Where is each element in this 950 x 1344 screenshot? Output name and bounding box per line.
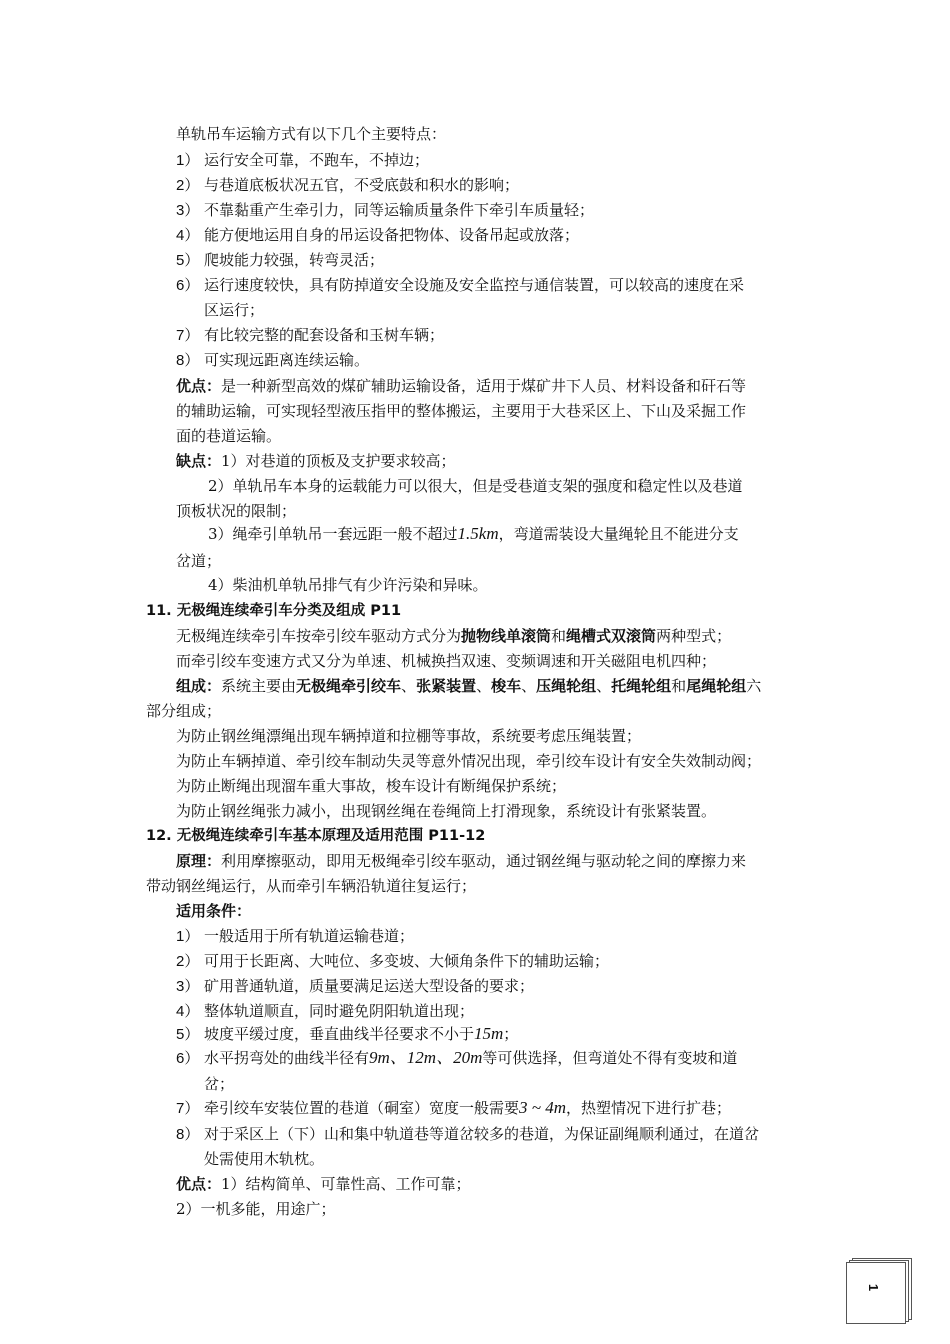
condition-text: 整体轨道顺直，同时避免阴阳轨道出现； (204, 1002, 475, 1020)
disadvantage-item (208, 522, 739, 546)
condition-text: 坡度平缓过度，垂直曲线半径要求不小于 (204, 1025, 475, 1043)
condition-number: 5） (176, 1026, 200, 1043)
advantage-item: 2）一机多能，用途广； (176, 1200, 336, 1218)
feature-number: 2） (176, 177, 200, 194)
section-12-heading: 12. 无极绳连续牵引车基本原理及适用范围 P11-12 (146, 828, 486, 844)
feature-number: 4） (176, 227, 200, 244)
condition-item (176, 1122, 759, 1147)
condition-text: ，热塑情况下进行扩巷； (566, 1099, 732, 1117)
radius-options-formula: 9m、12m、20m (369, 1048, 483, 1067)
condition-text: 等可供选择，但弯道处不得有变坡和道 (482, 1049, 738, 1067)
advantage-item: 1）结构简单、可靠性高、工作可靠； (221, 1175, 471, 1193)
condition-number: 4） (176, 1003, 200, 1020)
condition-text: 水平拐弯处的曲线半径有 (204, 1049, 370, 1067)
distance-formula: 1.5km (457, 524, 499, 543)
paragraph-text: 和 (551, 627, 567, 645)
paragraph-text: 利用摩擦驱动，即用无极绳牵引绞车驱动，通过钢丝绳与驱动轮之间的摩擦力来 (221, 852, 747, 870)
condition-number: 7） (176, 1100, 200, 1117)
disadvantage-item-continued: 顶板状况的限制； (176, 502, 297, 520)
condition-text: 一般适用于所有轨道运输巷道； (204, 927, 415, 945)
conditions-label: 适用条件： (176, 902, 252, 920)
condition-item (176, 974, 534, 999)
condition-item (176, 1046, 737, 1071)
section-11-paragraph: 为防止车辆掉道、牵引绞车制动失灵等意外情况出现，牵引绞车设计有安全失效制动阀； (176, 752, 762, 770)
composition-paragraph-continued: 部分组成； (146, 702, 222, 720)
feature-item (176, 248, 384, 273)
condition-item-continued: 岔； (204, 1075, 235, 1093)
bold-term: 无极绳牵引绞车 (296, 677, 402, 695)
section-11-paragraph: 为防止钢丝绳张力减小，出现钢丝绳在卷绳筒上打滑现象，系统设计有张紧装置。 (176, 802, 717, 820)
width-formula: 3 ~ 4m (519, 1098, 566, 1117)
bold-term: 尾绳轮组 (686, 677, 747, 695)
feature-item (176, 348, 369, 373)
intro-text: 单轨吊车运输方式有以下几个主要特点： (176, 125, 447, 143)
feature-item (176, 323, 444, 348)
separator: 、 (476, 677, 492, 695)
advantages-text: 是一种新型高效的煤矿辅助运输设备，适用于煤矿井下人员、材料设备和矸石等 (221, 377, 747, 395)
condition-number: 1） (176, 928, 200, 945)
feature-number: 1） (176, 152, 200, 169)
feature-item (176, 273, 744, 298)
feature-number: 6） (176, 277, 200, 294)
disadvantage-item: 4）柴油机单轨吊排气有少许污染和异味。 (208, 576, 488, 594)
disadvantage-item: 1）对巷道的顶板及支护要求较高； (221, 452, 456, 470)
disadvantage-item-continued: 岔道； (176, 552, 222, 570)
paragraph-text: 两种型式； (656, 627, 732, 645)
feature-number: 7） (176, 327, 200, 344)
disadvantages-label: 缺点： (176, 452, 222, 470)
bold-term: 张紧装置 (416, 677, 477, 695)
bold-term: 梭车 (491, 677, 522, 695)
condition-item (176, 1096, 731, 1121)
principle-label: 原理： (176, 852, 222, 870)
condition-item-continued: 处需使用木轨枕。 (204, 1150, 325, 1168)
condition-number: 3） (176, 978, 200, 995)
bold-term: 绳槽式双滚筒 (566, 627, 657, 645)
bold-term: 压绳轮组 (536, 677, 597, 695)
condition-item (176, 924, 414, 949)
advantages-text-line: 的辅助运输，可实现轻型液压指甲的整体搬运，主要用于大巷采区上、下山及采掘工作 (176, 402, 747, 420)
condition-item (176, 1022, 518, 1047)
bold-term: 抛物线单滚筒 (461, 627, 552, 645)
disadvantage-text: 3）绳牵引单轨吊一套远距一般不超过 (208, 525, 458, 543)
condition-number: 8） (176, 1126, 200, 1143)
feature-text: 运行安全可靠，不跑车，不掉边； (204, 151, 430, 169)
feature-item (176, 223, 579, 248)
disadvantage-text: ，弯道需装设大量绳轮且不能进分支 (498, 525, 739, 543)
page-sheet-front (846, 1262, 906, 1324)
paragraph-text: 系统主要由 (221, 677, 297, 695)
feature-text: 有比较完整的配套设备和玉树车辆； (204, 326, 445, 344)
section-11-paragraph: 为防止断绳出现溜车重大事故，梭车设计有断绳保护系统； (176, 777, 567, 795)
condition-item (176, 999, 474, 1024)
section-11-paragraph: 而牵引绞车变速方式又分为单速、机械换挡双速、变频调速和开关磁阻电机四种； (176, 652, 717, 670)
advantages-label: 优点： (176, 377, 222, 395)
separator: 、 (401, 677, 417, 695)
condition-text: 可用于长距离、大吨位、多变坡、大倾角条件下的辅助运输； (204, 952, 610, 970)
condition-text: 对于采区上（下）山和集中轨道巷等道岔较多的巷道，为保证副绳顺利通过，在道岔 (204, 1125, 760, 1143)
feature-text: 运行速度较快，具有防掉道安全设施及安全监控与通信装置，可以较高的速度在采 (204, 276, 745, 294)
composition-paragraph (176, 674, 761, 698)
feature-item (176, 148, 429, 173)
feature-number: 3） (176, 202, 200, 219)
advantages-label: 优点： (176, 1175, 222, 1193)
disadvantage-item: 2）单轨吊车本身的运载能力可以很大，但是受巷道支架的强度和稳定性以及巷道 (208, 477, 743, 495)
paragraph-text: 无极绳连续牵引车按牵引绞车驱动方式分为 (176, 627, 462, 645)
principle-paragraph (176, 849, 746, 873)
advantages-paragraph (176, 374, 746, 398)
disadvantages-paragraph (176, 449, 456, 473)
condition-text: 牵引绞车安装位置的巷道（硐室）宽度一般需要 (204, 1099, 520, 1117)
condition-text: ； (503, 1025, 519, 1043)
advantages-text-line: 面的巷道运输。 (176, 427, 282, 445)
section-11-paragraph (176, 624, 731, 648)
feature-item (176, 198, 594, 223)
feature-text: 不靠黏重产生牵引力，同等运输质量条件下牵引车质量轻； (204, 201, 595, 219)
separator: 、 (596, 677, 612, 695)
feature-item-continued: 区运行； (204, 301, 265, 319)
condition-number: 6） (176, 1050, 200, 1067)
section-12-advantages (176, 1172, 471, 1196)
condition-item (176, 949, 609, 974)
bold-term: 托绳轮组 (611, 677, 672, 695)
radius-formula: 15m (474, 1024, 504, 1043)
feature-text: 爬坡能力较强，转弯灵活； (204, 251, 385, 269)
principle-paragraph-continued: 带动钢丝绳运行，从而牵引车辆沿轨道往复运行； (146, 877, 477, 895)
page-number: 1 (866, 1283, 882, 1292)
page-number-box (846, 1258, 912, 1322)
separator: 和 (671, 677, 687, 695)
separator: 、 (521, 677, 537, 695)
feature-text: 能方便地运用自身的吊运设备把物体、设备吊起或放落； (204, 226, 580, 244)
composition-label: 组成： (176, 677, 222, 695)
feature-number: 8） (176, 352, 200, 369)
section-11-paragraph: 为防止钢丝绳漂绳出现车辆掉道和拉棚等事故，系统要考虑压绳装置； (176, 727, 642, 745)
feature-text: 可实现远距离连续运输。 (204, 351, 370, 369)
section-11-heading: 11. 无极绳连续牵引车分类及组成 P11 (146, 603, 402, 619)
condition-text: 矿用普通轨道，质量要满足运送大型设备的要求； (204, 977, 535, 995)
feature-text: 与巷道底板状况五官，不受底鼓和积水的影响； (204, 176, 520, 194)
condition-number: 2） (176, 953, 200, 970)
feature-item (176, 173, 519, 198)
paragraph-text: 六 (746, 677, 762, 695)
feature-number: 5） (176, 252, 200, 269)
